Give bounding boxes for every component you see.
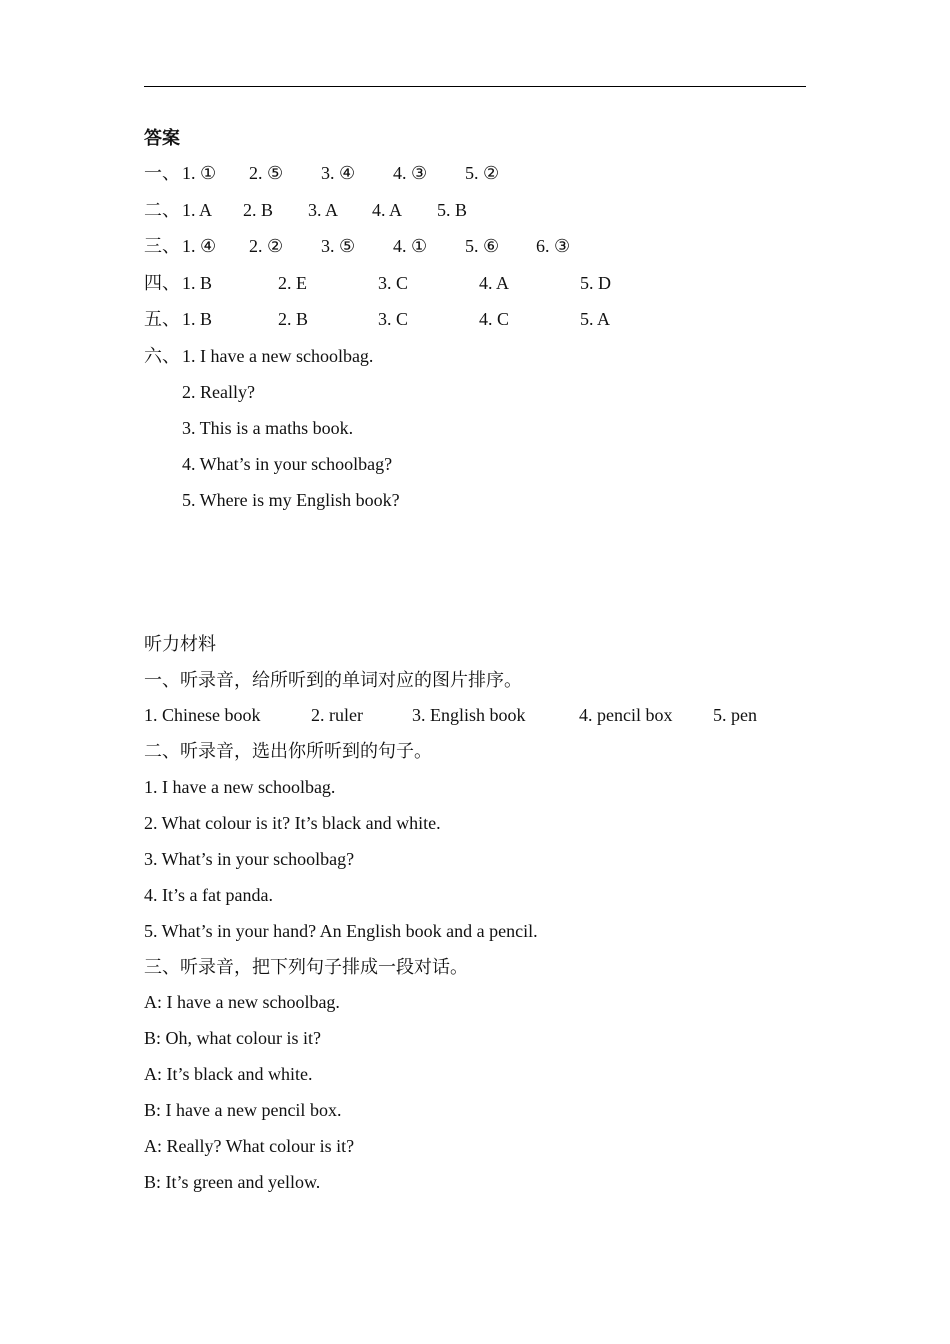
answer-item: 3. ④ — [321, 163, 356, 183]
dialogue-line: B: It’s green and yellow. — [144, 1172, 321, 1192]
header-rule — [144, 86, 806, 87]
answer-item: 3. C — [378, 309, 409, 329]
answer-row-label: 一、 — [144, 163, 180, 183]
answer-row-label: 四、 — [144, 273, 180, 293]
answer-item: 1. ④ — [182, 236, 217, 256]
answer-item: 4. A — [479, 273, 510, 293]
answer-item: 1. B — [182, 273, 213, 293]
answer-item: 3. A — [308, 200, 339, 220]
answer-row-label: 五、 — [144, 309, 180, 329]
answer-item: 1. A — [182, 200, 213, 220]
word-item: 3. English book — [412, 705, 526, 725]
answer-row-3 — [144, 235, 806, 257]
answer-item: 6. ③ — [536, 236, 571, 256]
answer-item: 5. A — [580, 309, 611, 329]
listening-part3-heading: 三、听录音，把下列句子排成一段对话。 — [144, 957, 468, 977]
listening-sentence: 3. What’s in your schoolbag? — [144, 849, 355, 869]
listening-sentence: 5. What’s in your hand? An English book and a pencil. — [144, 921, 538, 941]
dialogue-line: A: It’s black and white. — [144, 1064, 313, 1084]
answer-item: 4. ③ — [393, 163, 428, 183]
answer-item: 5. ⑥ — [465, 236, 500, 256]
listening-sentence: 1. I have a new schoolbag. — [144, 777, 336, 797]
answer-item: 2. ⑤ — [249, 163, 284, 183]
dialogue-line: A: Really? What colour is it? — [144, 1136, 355, 1156]
listening-part2-heading: 二、听录音，选出你所听到的句子。 — [144, 741, 432, 761]
answer-item: 5. B — [437, 200, 468, 220]
answer-item: 5. ② — [465, 163, 500, 183]
dialogue-line: B: Oh, what colour is it? — [144, 1028, 321, 1048]
answer-sentence: 3. This is a maths book. — [182, 418, 354, 438]
answer-item: 1. B — [182, 309, 213, 329]
answer-item: 4. A — [372, 200, 403, 220]
answer-sentence: 4. What’s in your schoolbag? — [182, 454, 393, 474]
answer-item: 3. ⑤ — [321, 236, 356, 256]
answer-item: 5. D — [580, 273, 611, 293]
answer-item: 2. E — [278, 273, 307, 293]
answer-item: 2. B — [243, 200, 274, 220]
answer-item: 4. C — [479, 309, 510, 329]
dialogue-line: B: I have a new pencil box. — [144, 1100, 342, 1120]
answer-row-label: 六、 — [144, 346, 180, 366]
word-item: 1. Chinese book — [144, 705, 261, 725]
dialogue-line: A: I have a new schoolbag. — [144, 992, 340, 1012]
answer-item: 2. ② — [249, 236, 284, 256]
answer-row-6 — [144, 345, 806, 367]
answer-row-label: 二、 — [144, 200, 180, 220]
listening-sentence: 2. What colour is it? It’s black and white. — [144, 813, 441, 833]
answer-item: 4. ① — [393, 236, 428, 256]
listening-part1-words — [144, 704, 806, 726]
answer-item: 1. ① — [182, 163, 217, 183]
answer-item: 2. B — [278, 309, 309, 329]
word-item: 5. pen — [713, 705, 757, 725]
answer-sentence: 5. Where is my English book? — [182, 490, 400, 510]
answer-row-1 — [144, 162, 806, 184]
answer-row-5 — [144, 308, 806, 330]
word-item: 4. pencil box — [579, 705, 673, 725]
answer-row-2 — [144, 199, 806, 221]
answer-row-label: 三、 — [144, 236, 180, 256]
answer-item: 3. C — [378, 273, 409, 293]
answer-row-4 — [144, 272, 806, 294]
answer-sentence: 1. I have a new schoolbag. — [182, 346, 374, 366]
listening-part1-heading: 一、听录音，给所听到的单词对应的图片排序。 — [144, 670, 522, 690]
listening-title: 听力材料 — [144, 634, 216, 654]
answers-title: 答案 — [144, 128, 180, 148]
listening-sentence: 4. It’s a fat panda. — [144, 885, 273, 905]
answer-sentence: 2. Really? — [182, 382, 255, 402]
word-item: 2. ruler — [311, 705, 363, 725]
